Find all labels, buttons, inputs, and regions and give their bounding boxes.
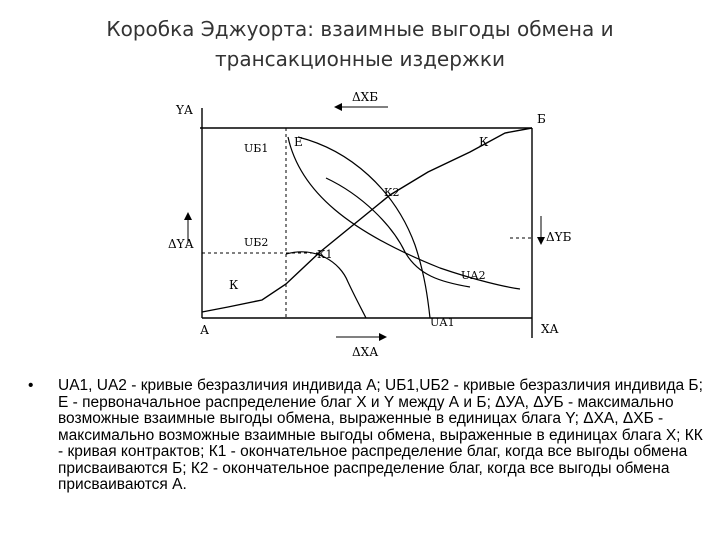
title-line-1: Коробка Эджуорта: взаимные выгоды обмена и xyxy=(106,17,614,41)
legend-note-text: UA1, UA2 - кривые безразличия индивида А; UБ1,UБ2 - кривые безразличия индивида Б; Е - первоначальное распределение благ X и Y между А и Б; ΔУА, ΔУБ - максимально возможные взаимные выгоды обмена, выраженные в единицах блага Y; ΔХА, ΔХБ - максимально возможные взаимные выгоды обмена, выраженные в единицах блага X; КК - кривая контрактов; К1 - окончательное распределение благ, когда все выгоды обмена присваиваются Б; К2 - окончательное распределение благ, когда все выгоды обмена присваиваются А. xyxy=(58,377,703,493)
label-ua2: UА2 xyxy=(461,269,486,282)
title-line-2: трансакционные издержки xyxy=(214,47,506,71)
label-ua1: UА1 xyxy=(430,316,455,329)
label-dxb: ΔXБ xyxy=(352,90,379,104)
label-k-bottom: К xyxy=(229,278,239,292)
label-e: E xyxy=(294,135,303,149)
label-ub1: UБ1 xyxy=(244,142,269,155)
label-b: Б xyxy=(537,112,546,126)
label-k1: К1 xyxy=(317,248,333,261)
label-xa: XА xyxy=(541,322,559,336)
label-k-top: К xyxy=(479,135,489,149)
label-a: А xyxy=(200,323,210,337)
ub1-indifference-curve xyxy=(288,137,520,289)
ub2-indifference-curve xyxy=(286,252,366,318)
label-dya: ΔYА xyxy=(168,237,194,251)
ua1-indifference-curve xyxy=(298,137,430,318)
label-dyb: ΔYБ xyxy=(546,230,572,244)
contract-curve xyxy=(202,128,532,312)
legend-note xyxy=(28,378,708,494)
label-k2: К2 xyxy=(384,186,400,199)
label-dxa: ΔXА xyxy=(352,345,379,359)
label-ya: YА xyxy=(176,103,194,117)
bullet-dot: • xyxy=(28,377,34,394)
label-ub2: UБ2 xyxy=(244,236,269,249)
